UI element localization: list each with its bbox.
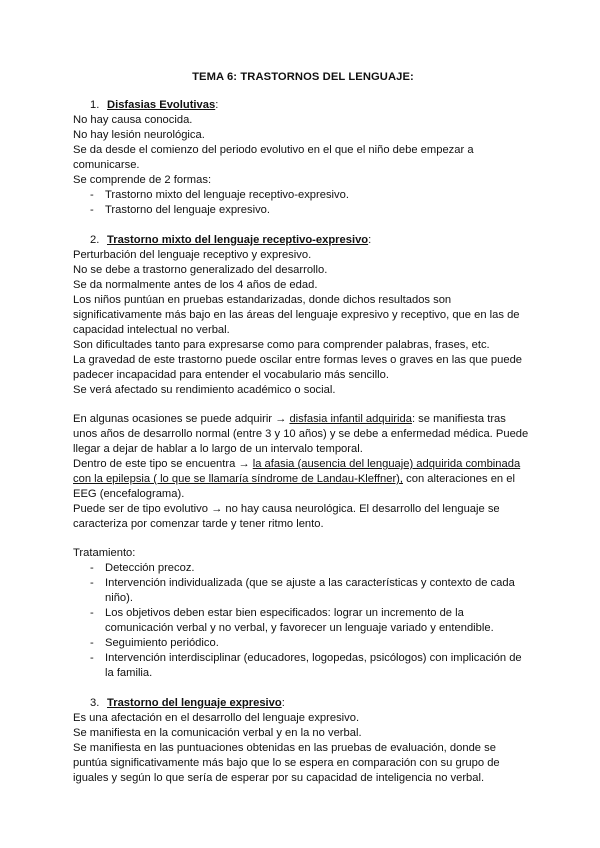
- document-title: TEMA 6: TRASTORNOS DEL LENGUAJE:: [192, 71, 414, 83]
- list-item: - Los objetivos deben estar bien especificados: lograr un incremento de la comunicación verbal y no verbal, y favorecer un lenguaje variado y entendible.: [90, 607, 494, 634]
- treatment-label: Tratamiento:: [73, 547, 136, 559]
- paragraph-line: Se comprende de 2 formas:: [73, 174, 212, 186]
- section-heading-text: Trastorno del lenguaje expresivo: [107, 697, 282, 709]
- list-item: - Seguimiento periódico.: [90, 637, 219, 649]
- list-item: - Detección precoz.: [90, 562, 195, 574]
- list-item: - Intervención interdisciplinar (educadores, logopedas, psicólogos) con implicación de la familia.: [90, 652, 522, 679]
- underlined-term: disfasia infantil adquirida: [289, 413, 412, 425]
- paragraph-line: En algunas ocasiones se puede adquirir → disfasia infantil adquirida: se manifiesta tras: [73, 413, 506, 425]
- paragraph-line: puntúa significativamente más bajo que lo se espera en comparación con su grupo de: [73, 757, 500, 769]
- section-heading-text: Disfasias Evolutivas: [107, 99, 216, 111]
- paragraph-line: Se manifiesta en la comunicación verbal y en la no verbal.: [73, 727, 362, 739]
- underlined-term: con la epilepsia ( lo que se llamaría síndrome de Landau-Kleffner),: [73, 473, 404, 485]
- document-page: [73, 71, 533, 786]
- section-3-heading: 3. Trastorno del lenguaje expresivo:: [90, 697, 285, 709]
- paragraph-line: significativamente más bajo en las áreas del lenguaje expresivo y receptivo, que en las de: [73, 309, 520, 321]
- paragraph-line: Los niños puntúan en pruebas estandarizadas, donde dichos resultados son: [73, 294, 452, 306]
- paragraph-line: No hay causa conocida.: [73, 114, 193, 126]
- paragraph-line: No hay lesión neurológica.: [73, 129, 205, 141]
- paragraph-line: Se da desde el comienzo del periodo evolutivo en el que el niño debe empezar a: [73, 144, 474, 156]
- paragraph-line: Se manifiesta en las puntuaciones obtenidas en las pruebas de evaluación, donde se: [73, 742, 496, 754]
- paragraph-line: Es una afectación en el desarrollo del lenguaje expresivo.: [73, 712, 360, 724]
- list-item: - Trastorno del lenguaje expresivo.: [90, 204, 271, 216]
- section-heading-text: Trastorno mixto del lenguaje receptivo-expresivo: [107, 234, 369, 246]
- list-item: - Intervención individualizada (que se ajuste a las características y contexto de cada niño).: [90, 577, 515, 604]
- paragraph-line: con la epilepsia ( lo que se llamaría síndrome de Landau-Kleffner), con alteraciones en el: [73, 473, 515, 485]
- paragraph-line: comunicarse.: [73, 159, 140, 171]
- section-2-heading: 2. Trastorno mixto del lenguaje receptivo-expresivo:: [90, 234, 372, 246]
- section-number: 2.: [90, 234, 100, 246]
- paragraph-line: capacidad intelectual no verbal.: [73, 324, 230, 336]
- paragraph-line: iguales y según lo que sería de esperar por su capacidad de inteligencia no verbal.: [73, 772, 485, 784]
- paragraph-line: Son dificultades tanto para expresarse como para comprender palabras, frases, etc.: [73, 339, 490, 351]
- paragraph-line: unos años de desarrollo normal (entre 3 y 10 años) y se debe a enfermedad médica. Puede: [73, 428, 529, 440]
- paragraph-line: Perturbación del lenguaje receptivo y expresivo.: [73, 249, 312, 261]
- underlined-term: la afasia (ausencia del lenguaje) adquirida combinada: [252, 458, 521, 470]
- paragraph-line: llegar a dejar de hablar a lo largo de un intervalo temporal.: [73, 443, 363, 455]
- paragraph-line: padecer incapacidad para entender el vocabulario más sencillo.: [73, 369, 389, 381]
- paragraph-line: Se da normalmente antes de los 4 años de edad.: [73, 279, 318, 291]
- paragraph-line: caracteriza por comenzar tarde y tener ritmo lento.: [73, 518, 324, 530]
- section-number: 1.: [90, 99, 100, 111]
- paragraph-line: Puede ser de tipo evolutivo → no hay causa neurológica. El desarrollo del lenguaje se: [73, 503, 500, 515]
- paragraph-line: No se debe a trastorno generalizado del desarrollo.: [73, 264, 328, 276]
- paragraph-line: EEG (encefalograma).: [73, 488, 185, 500]
- paragraph-line: Dentro de este tipo se encuentra → la afasia (ausencia del lenguaje) adquirida combinada: [73, 458, 521, 470]
- section-1-heading: 1. Disfasias Evolutivas:: [90, 99, 219, 111]
- section-number: 3.: [90, 697, 100, 709]
- paragraph-line: Se verá afectado su rendimiento académico o social.: [73, 384, 336, 396]
- list-item: - Trastorno mixto del lenguaje receptivo-expresivo.: [90, 189, 349, 201]
- paragraph-line: La gravedad de este trastorno puede oscilar entre formas leves o graves en las que puede: [73, 354, 523, 366]
